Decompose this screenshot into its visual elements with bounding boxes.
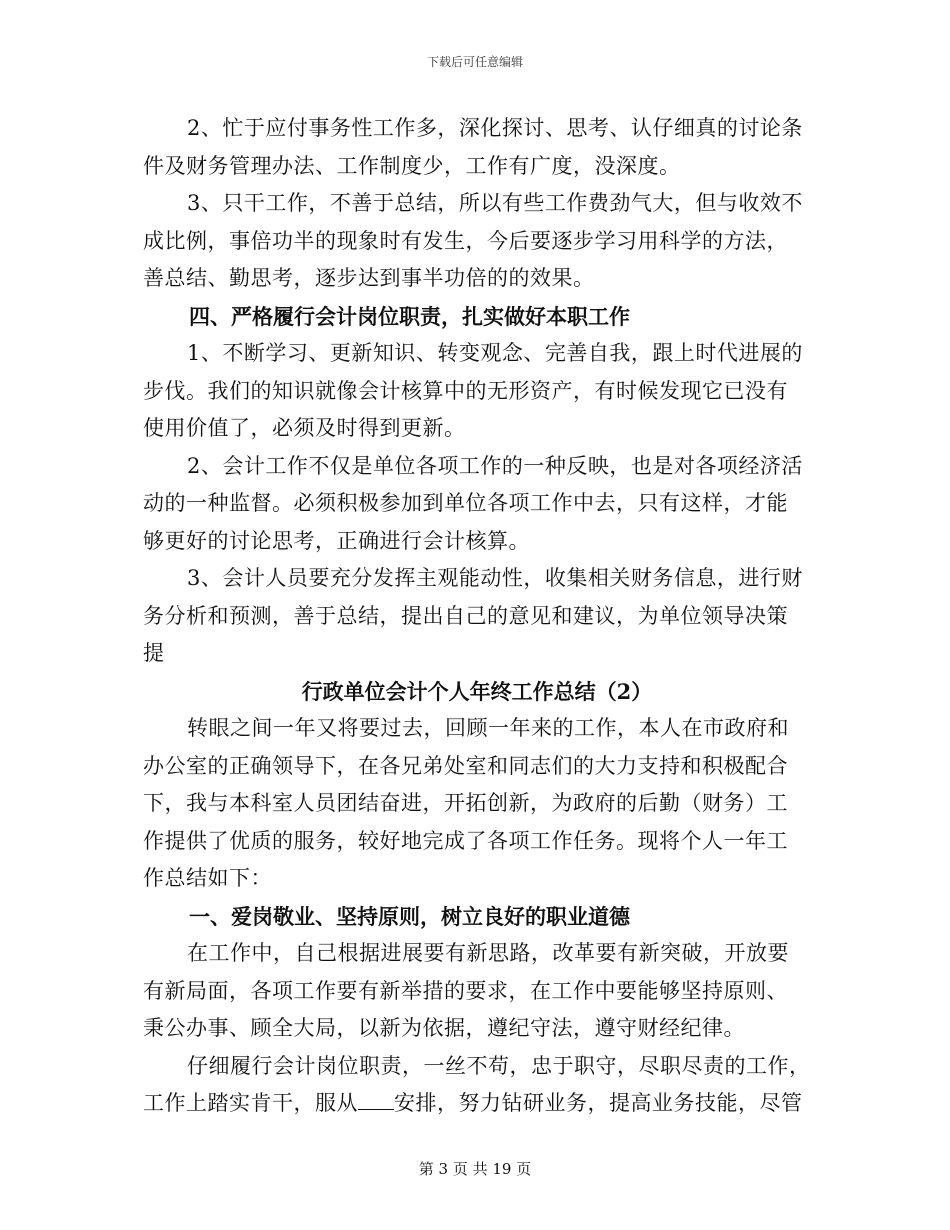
text-line: 务分析和预测，善于总结，提出自己的意见和建议，为单位领导决策 (143, 603, 788, 628)
text-line: 3、只干工作，不善于总结，所以有些工作费劲气大，但与收效不 (187, 191, 803, 215)
text-line (143, 1085, 811, 1123)
text-line: 件及财务管理办法、工作制度少，工作有广度，没深度。 (143, 153, 681, 178)
paragraph (143, 560, 811, 673)
paragraph (143, 448, 811, 561)
text-line: 成比例，事倍功半的现象时有发生，今后要逐步学习用科学的方法， (143, 228, 788, 253)
document-body (143, 110, 811, 1123)
paragraph (143, 185, 811, 298)
text-line: 仔细履行会计岗位职责，一丝不苟，忠于职守，尽职尽责的工作， (187, 1053, 811, 1078)
text-line: 转眼之间一年又将要过去，回顾一年来的工作，本人在市政府和 (187, 716, 789, 740)
section-heading: 一、爱岗敬业、坚持原则，树立良好的职业道德 (189, 903, 630, 929)
text-line: 在工作中，自己根据进展要有新思路，改革要有新突破，开放要 (187, 941, 789, 965)
text-line: 2、会计工作不仅是单位各项工作的一种反映，也是对各项经济活 (187, 453, 803, 478)
text-fragment: 安排，努力钻研业务，提高业务技能，尽管 (394, 1091, 803, 1115)
text-line: 提 (143, 641, 165, 665)
text-line: 作总结如下： (143, 866, 272, 890)
text-line: 步伐。我们的知识就像会计核算中的无形资产，有时候发现它已没有 (143, 378, 788, 403)
page-number: 第 3 页 共 19 页 (418, 1160, 532, 1178)
text-line: 1、不断学习、更新知识、转变观念、完善自我，跟上时代进展的 (187, 341, 803, 365)
paragraph (143, 710, 811, 898)
paragraph (143, 1048, 811, 1123)
text-line: 够更好的讨论思考，正确进行会计核算。 (143, 528, 530, 553)
text-line: 作提供了优质的服务，较好地完成了各项工作任务。现将个人一年工 (143, 828, 788, 853)
paragraph (143, 935, 811, 1048)
paragraph (143, 110, 811, 185)
text-line: 下，我与本科室人员团结奋进，开拓创新，为政府的后勤（财务）工 (143, 791, 788, 815)
text-line: 2、忙于应付事务性工作多，深化探讨、思考、认仔细真的讨论条 (187, 116, 803, 140)
header-note: 下载后可任意编辑 (426, 55, 523, 69)
text-line: 办公室的正确领导下，在各兄弟处室和同志们的大力支持和积极配合 (143, 753, 788, 778)
text-line: 使用价值了，必须及时得到更新。 (143, 416, 466, 440)
text-line: 动的一种监督。必须积极参加到单位各项工作中去，只有这样，才能 (143, 491, 788, 515)
document-title: 行政单位会计个人年终工作总结（2） (301, 678, 653, 704)
fill-in-blank (358, 1091, 394, 1110)
text-line: 3、会计人员要充分发挥主观能动性，收集相关财务信息，进行财 (187, 566, 803, 590)
text-fragment: 工作上踏实肯干，服从 (143, 1091, 358, 1115)
paragraph (143, 335, 811, 448)
section-heading: 四、严格履行会计岗位职责，扎实做好本职工作 (189, 303, 630, 329)
text-line: 有新局面，各项工作要有新举措的要求，在工作中要能够坚持原则、 (143, 978, 788, 1003)
text-line: 秉公办事、顾全大局，以新为依据，遵纪守法，遵守财经纪律。 (143, 1016, 745, 1040)
text-line: 善总结、勤思考，逐步达到事半功倍的的效果。 (143, 266, 595, 290)
